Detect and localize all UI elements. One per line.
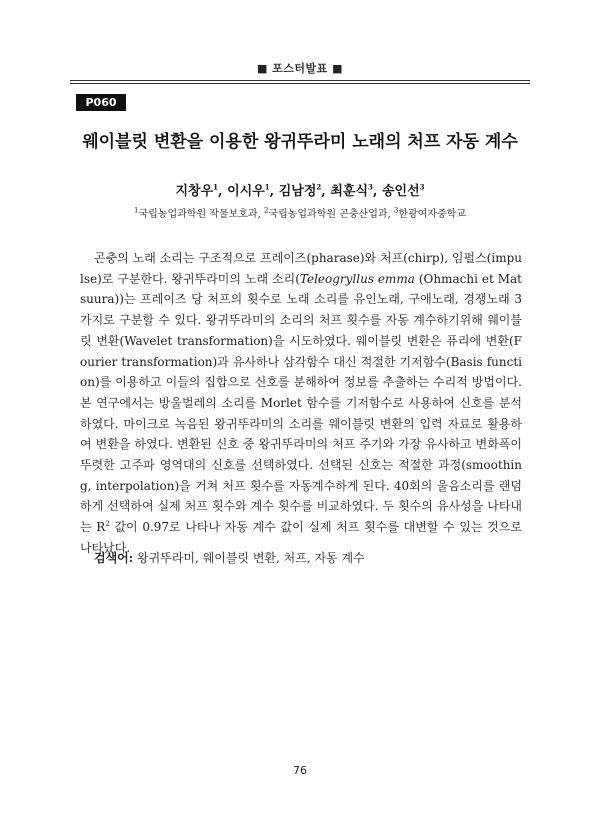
keywords-line [94,549,524,566]
keywords-text: 왕귀뚜라미, 웨이블릿 변환, 처프, 자동 계수 [137,551,365,565]
affiliation-list: $^1$국립농업과학원 작물보호과, $^2$국립농업과학원 곤충산업과, $^3$한광여자중학교 [134,206,466,220]
page-number: 76 [293,764,307,777]
affiliation: 국립농업과학원 작물보호과 [138,209,258,220]
author-name: 지창우 [175,184,214,199]
author-affil-sup: 1 [264,182,270,192]
abstract-body [80,248,522,559]
header-rule-bottom [70,83,530,84]
affil-sup: 2 [263,206,269,215]
affil-sup: 3 [393,206,399,215]
affiliation: 한광여자중학교 [398,209,466,220]
author-name: 이시우 [227,184,265,199]
author-name: 김남정 [278,184,317,199]
abstract-part-3: 값이 0.97로 나타나 자동 계수 값이 실제 처프 횟수를 대변할 수 있는 것으로 나타났다. [80,520,522,555]
author-affil-sup: 3 [419,182,425,192]
r-squared-sup: 2 [105,520,110,529]
keywords-label: 검색어: [94,551,134,565]
header-rule-top [70,80,530,81]
species-name: Teleogryllus emma [299,271,415,286]
author-name: 최훈식 [330,184,369,199]
author-name: 송인선 [381,184,420,199]
affiliation: 국립농업과학원 곤충산업과 [268,209,388,220]
section-label: ■ 포스터발표 ■ [256,62,344,75]
author-affil-sup: 2 [316,182,322,192]
abstract-part-1: 곤충의 노래 소리는 구조적으로 프레이즈(pharase)와 처프(chirp), 임펄스(impulse)로 구분한다. 왕귀뚜라미의 노래 소리( [80,251,522,286]
author-list: 지창우$^1$, 이시우$^1$, 김남정$^2$, 최훈식$^3$, 송인선$^3$ [175,182,425,199]
paper-title: 웨이블릿 변환을 이용한 왕귀뚜라미 노래의 처프 자동 계수 [82,132,518,152]
author-affil-sup: 3 [368,182,373,192]
author-affil-sup: 1 [213,182,219,192]
affil-sup: 1 [134,206,139,215]
abstract-part-2: (Ohmachi et Matsuura))는 프레이즈 당 처프의 횟수로 노래 소리를 유인노래, 구애노래, 경쟁노래 3가지로 구분할 수 있다. 왕귀뚜라미의 소리의 처프 횟수를 자동 계수하기위해 웨이블릿 변환(Wavelet transformation)을 시도하였다. 웨이블릿 변환은 퓨리에 변환(Fourier transformation)과 유사하나 삼각함수 대신 적절한 기저함수(Basis function)를 이용하고 이들의 집합으로 신호를 분해하여 정보를 추출하는 수리적 방법이다. 본 연구에서는 방울벌레의 소리를 Morlet 함수를 기저함수로 사용하여 신호를 분석하였다. 마이크로 녹음된 왕귀뚜라미의 소리를 웨이블릿 변환의 입력 자료로 활용하여 변환을 하였다. 변환된 신호 중 왕귀뚜라미의 처프 주기와 가장 유사하고 변화폭이 뚜렷한 고주파 영역대의 신호를 선택하였다. 선택된 신호는 적절한 과정(smoothing, interpolation)을 거쳐 처프 횟수를 자동계수하게 된다. 40회의 울음소리를 랜덤하게 선택하여 실제 처프 횟수와 계수 횟수를 비교하였다. 두 횟수의 유사성을 나타내는 R [80,271,522,535]
paper-code-badge: P060 [76,94,126,111]
